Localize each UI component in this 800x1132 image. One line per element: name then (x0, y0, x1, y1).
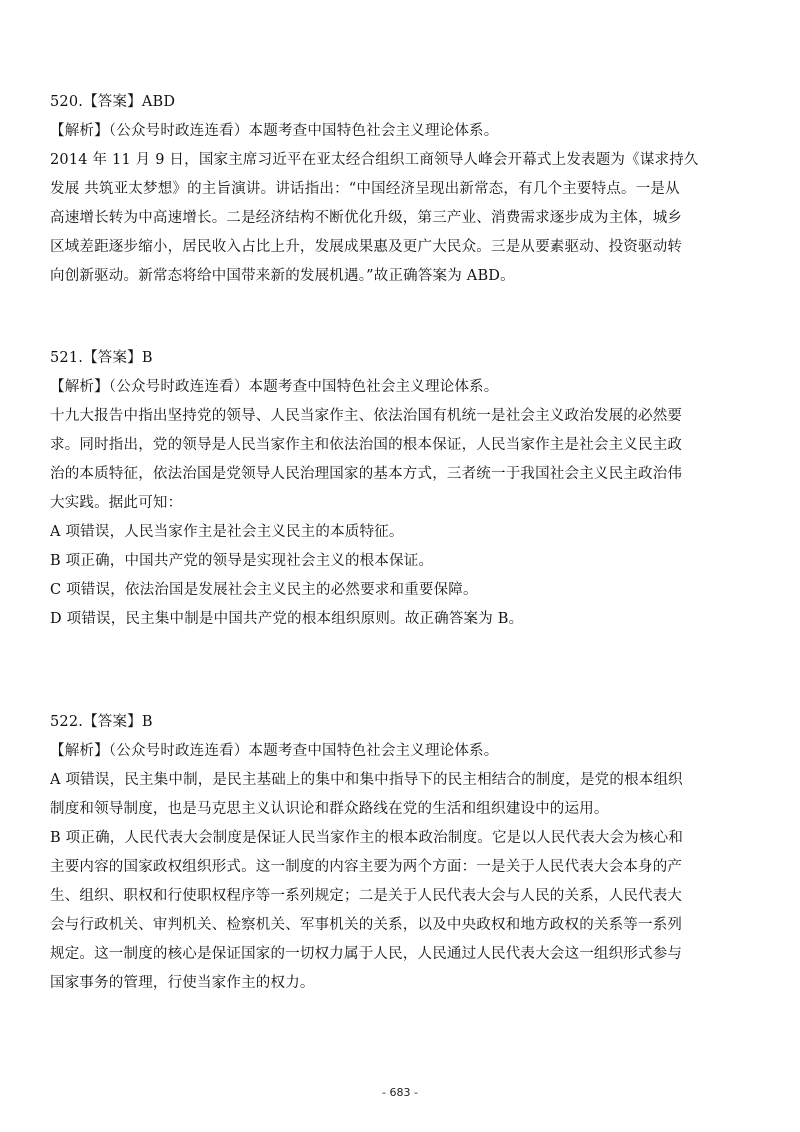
analysis-heading: 【解析】（公众号时政连连看）本题考查中国特色社会主义理论体系。 (50, 743, 499, 759)
answer-line: 520.【答案】ABD (50, 94, 176, 110)
analysis-heading: 【解析】（公众号时政连连看）本题考查中国特色社会主义理论体系。 (50, 123, 499, 139)
paragraph-line: 主要内容的国家政权组织形式。这一制度的内容主要为两个方面：一是关于人民代表大会本身的产 (50, 859, 683, 875)
paragraph-line: 十九大报告中指出坚持党的领导、人民当家作主、依法治国有机统一是社会主义政治发展的必然要 (50, 408, 683, 424)
paragraph-line: D 项错误，民主集中制是中国共产党的根本组织原则。故正确答案为 B。 (50, 611, 524, 627)
paragraph-line: 高速增长转为中高速增长。二是经济结构不断优化升级，第三产业、消费需求逐步成为主体，城乡 (50, 210, 683, 226)
paragraph-line: 生、组织、职权和行使职权程序等一系列规定；二是关于人民代表大会与人民的关系，人民代表大 (50, 888, 683, 904)
paragraph-line: B 项正确，中国共产党的领导是实现社会主义的根本保证。 (50, 553, 434, 569)
answer-line: 522.【答案】B (50, 714, 153, 730)
paragraph-line: C 项错误，依法治国是发展社会主义民主的必然要求和重要保障。 (50, 582, 478, 598)
question-521 (50, 344, 750, 634)
answer-line: 521.【答案】B (50, 350, 153, 366)
paragraph-line: 大实践。据此可知： (50, 495, 183, 511)
paragraph-line: 求。同时指出，党的领导是人民当家作主和依法治国的根本保证，人民当家作主是社会主义民主政 (50, 437, 683, 453)
page-number: - 683 - (382, 1086, 418, 1099)
question-520 (50, 88, 750, 291)
paragraph-line: 向创新驱动。新常态将给中国带来新的发展机遇。”故正确答案为 ABD。 (50, 268, 515, 284)
question-522 (50, 708, 750, 998)
paragraph-line: 制度和领导制度，也是马克思主义认识论和群众路线在党的生活和组织建设中的运用。 (50, 801, 609, 817)
paragraph-line: A 项错误，民主集中制，是民主基础上的集中和集中指导下的民主相结合的制度，是党的根本组织 (50, 772, 683, 788)
paragraph-line: 发展 共筑亚太梦想》的主旨演讲。讲话指出：“中国经济呈现出新常态，有几个主要特点。一是从 (50, 181, 680, 197)
paragraph-line: 区域差距逐步缩小，居民收入占比上升，发展成果惠及更广大民众。三是从要素驱动、投资驱动转 (50, 239, 683, 255)
paragraph-line: B 项正确，人民代表大会制度是保证人民当家作主的根本政治制度。它是以人民代表大会为核心和 (50, 830, 684, 846)
paragraph-line: 规定。这一制度的核心是保证国家的一切权力属于人民，人民通过人民代表大会这一组织形式参与 (50, 946, 683, 962)
paragraph-line: A 项错误，人民当家作主是社会主义民主的本质特征。 (50, 524, 404, 540)
paragraph-line: 治的本质特征，依法治国是党领导人民治理国家的基本方式，三者统一于我国社会主义民主政治伟 (50, 466, 683, 482)
paragraph-line: 会与行政机关、审判机关、检察机关、军事机关的关系，以及中央政权和地方政权的关系等一系列 (50, 917, 683, 933)
paragraph-line: 2014 年 11 月 9 日，国家主席习近平在亚太经合组织工商领导人峰会开幕式上发表题为《谋求持久 (50, 152, 699, 168)
analysis-heading: 【解析】（公众号时政连连看）本题考查中国特色社会主义理论体系。 (50, 379, 499, 395)
paragraph-line: 国家事务的管理，行使当家作主的权力。 (50, 975, 315, 991)
